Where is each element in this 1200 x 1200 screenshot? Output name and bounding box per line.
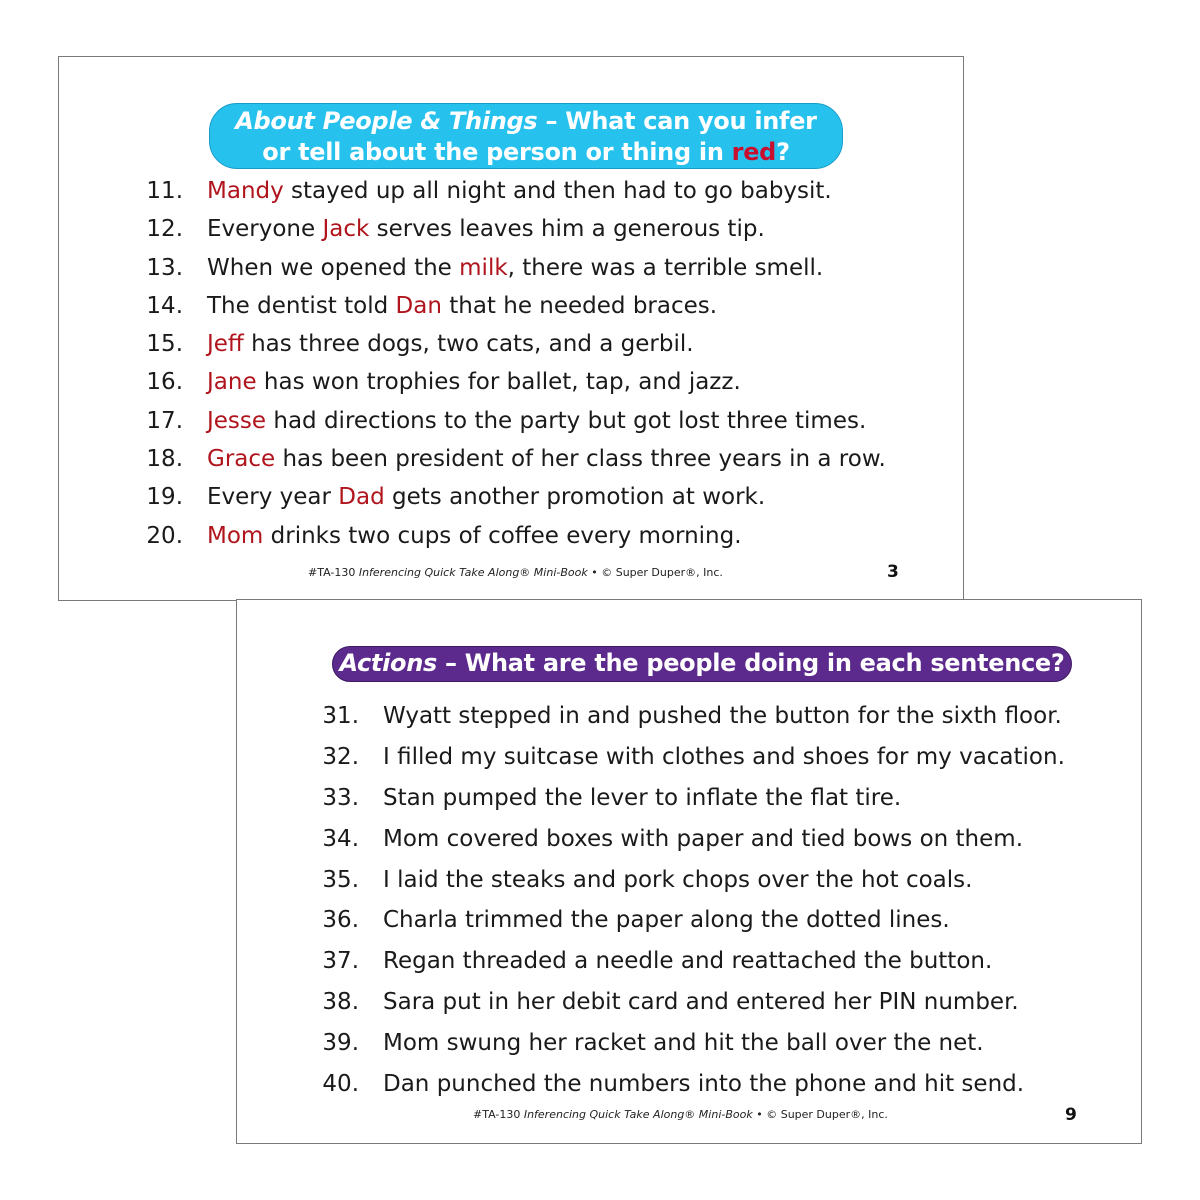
highlighted-word: Dad <box>338 484 385 511</box>
highlighted-word: Jane <box>207 369 257 396</box>
item-text: Regan threaded a needle and reattached the button. <box>383 948 993 975</box>
list-item <box>307 860 1065 901</box>
highlighted-word: milk <box>459 254 508 281</box>
list-item <box>307 696 1065 737</box>
highlighted-word: Mandy <box>207 178 284 204</box>
item-text: Mom drinks two cups of coffee every morning. <box>207 522 742 549</box>
item-number: 38. <box>322 989 359 1016</box>
item-text: Jesse had directions to the party but got lost three times. <box>207 407 867 434</box>
item-number: 39. <box>322 1030 359 1057</box>
item-text: Every year Dad gets another promotion at work. <box>207 484 766 511</box>
item-number: 12. <box>146 216 183 243</box>
banner-red-word: red <box>731 138 777 166</box>
banner-category: About People & Things <box>235 107 538 135</box>
list-item <box>307 900 1065 941</box>
item-number: 14. <box>146 292 183 319</box>
item-text: Charla trimmed the paper along the dotted lines. <box>383 907 950 934</box>
item-text: Grace has been president of her class three years in a row. <box>207 446 886 473</box>
item-text: Sara put in her debit card and entered her PIN number. <box>383 989 1019 1016</box>
item-number: 37. <box>322 948 359 975</box>
item-text: Mandy stayed up all night and then had to go babysit. <box>207 178 832 204</box>
highlighted-word: Jeff <box>207 331 244 358</box>
list-item <box>131 363 886 401</box>
item-number: 16. <box>146 369 183 396</box>
highlighted-word: Jesse <box>207 407 267 434</box>
highlighted-word: Dan <box>395 292 442 319</box>
list-item <box>131 478 886 516</box>
page-number: 3 <box>887 562 899 582</box>
banner-category: Actions <box>339 649 437 677</box>
item-number: 34. <box>322 825 359 852</box>
sentence-list <box>307 696 1065 1105</box>
list-item <box>307 1064 1065 1105</box>
list-item <box>131 210 886 248</box>
item-text: Mom covered boxes with paper and tied bows on them. <box>383 825 1024 852</box>
item-number: 15. <box>146 331 183 358</box>
book-title: Inferencing Quick Take Along® Mini-Book <box>358 566 588 579</box>
banner-question-part: or tell about the person or thing in <box>262 138 732 166</box>
list-item <box>307 737 1065 778</box>
item-number: 19. <box>146 484 183 511</box>
item-number: 11. <box>146 178 183 204</box>
list-item <box>131 440 886 478</box>
copyright: • © Super Duper®, Inc. <box>587 566 723 579</box>
item-text: I filled my suitcase with clothes and shoes for my vacation. <box>383 743 1065 770</box>
item-number: 18. <box>146 446 183 473</box>
item-text: Jane has won trophies for ballet, tap, and jazz. <box>207 369 741 396</box>
item-number: 20. <box>146 522 183 549</box>
book-title: Inferencing Quick Take Along® Mini-Book <box>523 1108 753 1121</box>
section-banner-actions <box>332 646 1072 682</box>
item-number: 31. <box>322 703 359 729</box>
item-number: 13. <box>146 254 183 281</box>
item-number: 17. <box>146 407 183 434</box>
page-card-9 <box>236 599 1142 1144</box>
banner-question: – What are the people doing in each sentence? <box>436 649 1065 677</box>
page-card-3 <box>58 56 964 601</box>
list-item <box>131 172 886 210</box>
item-text: Stan pumped the lever to inflate the flat tire. <box>383 784 902 811</box>
banner-line-2 <box>210 137 842 168</box>
list-item <box>131 402 886 440</box>
item-text: When we opened the milk, there was a terrible smell. <box>207 254 824 281</box>
list-item <box>131 325 886 363</box>
list-item <box>307 819 1065 860</box>
list-item <box>307 778 1065 819</box>
page-footer <box>308 566 723 579</box>
item-number: 32. <box>322 743 359 770</box>
list-item <box>131 249 886 287</box>
item-number: 36. <box>322 907 359 934</box>
page-footer <box>473 1108 888 1121</box>
item-number: 35. <box>322 866 359 893</box>
highlighted-word: Mom <box>207 522 264 549</box>
item-text: Mom swung her racket and hit the ball over the net. <box>383 1030 984 1057</box>
item-text: I laid the steaks and pork chops over the hot coals. <box>383 866 973 893</box>
item-number: 33. <box>322 784 359 811</box>
section-banner-about-people-things <box>209 103 843 169</box>
list-item <box>131 287 886 325</box>
list-item <box>307 941 1065 982</box>
item-text: Wyatt stepped in and pushed the button for the sixth floor. <box>383 703 1062 729</box>
highlighted-word: Grace <box>207 446 276 473</box>
item-text: The dentist told Dan that he needed braces. <box>207 292 718 319</box>
item-number: 40. <box>322 1071 359 1098</box>
item-text: Dan punched the numbers into the phone and hit send. <box>383 1071 1025 1098</box>
banner-question-mark: ? <box>776 138 790 166</box>
item-text: Everyone Jack serves leaves him a generous tip. <box>207 216 765 243</box>
sentence-list <box>131 172 886 555</box>
list-item <box>131 517 886 555</box>
list-item <box>307 1023 1065 1064</box>
item-text: Jeff has three dogs, two cats, and a gerbil. <box>207 331 694 358</box>
page-number: 9 <box>1065 1105 1077 1125</box>
list-item <box>307 982 1065 1023</box>
banner-question-part: – What can you infer <box>537 107 817 135</box>
copyright: • © Super Duper®, Inc. <box>752 1108 888 1121</box>
product-code: #TA-130 <box>308 566 359 579</box>
highlighted-word: Jack <box>322 216 370 243</box>
product-code: #TA-130 <box>473 1108 524 1121</box>
banner-line-1 <box>210 106 842 137</box>
